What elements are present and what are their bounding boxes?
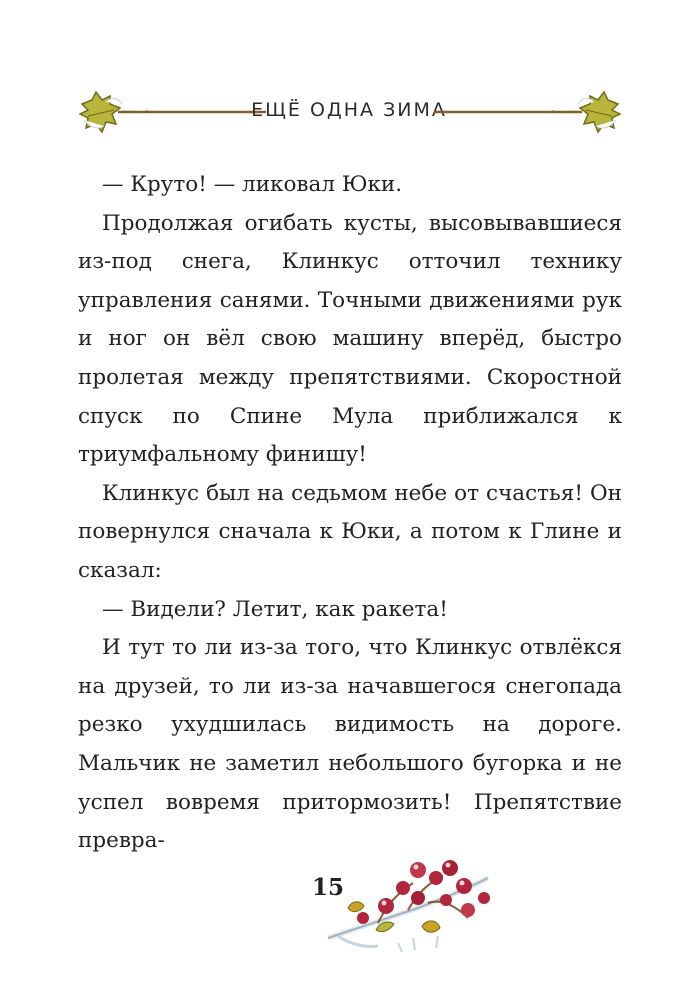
paragraph: И тут то ли из-за того, что Клинкус отвлёкся на друзей, то ли из-за начавшегося снегопада резко ухудшилась видимость на дороге. Мальчик не заметил небольшого бугорка и не успел вовремя притормозить! Препятствие превра- bbox=[78, 635, 622, 854]
frosted-berries-illustration-icon bbox=[318, 848, 508, 958]
holly-branch-right-icon bbox=[432, 90, 622, 140]
paragraph: — Круто! — ликовал Юки. bbox=[102, 172, 403, 197]
body-text bbox=[78, 166, 622, 861]
paragraph: Продолжая огибать кусты, высовывавшиеся из-под снега, Клинкус отточил технику управления санями. Точными движениями рук и ног он вёл свою машину вперёд, быстро пролетая между препятствиями. Скоростной спуск по Спине Мула приближался к триумфальному финишу! bbox=[78, 210, 622, 468]
running-header-title: ЕЩЁ ОДНА ЗИМА bbox=[251, 99, 447, 121]
paragraph: Клинкус был на седьмом небе от счастья! Он повернулся сначала к Юки, а потом к Глине и сказал: bbox=[78, 480, 622, 583]
paragraph: — Видели? Летит, как ракета! bbox=[102, 596, 448, 622]
page-number: 15 bbox=[312, 874, 345, 901]
running-header bbox=[0, 90, 698, 140]
